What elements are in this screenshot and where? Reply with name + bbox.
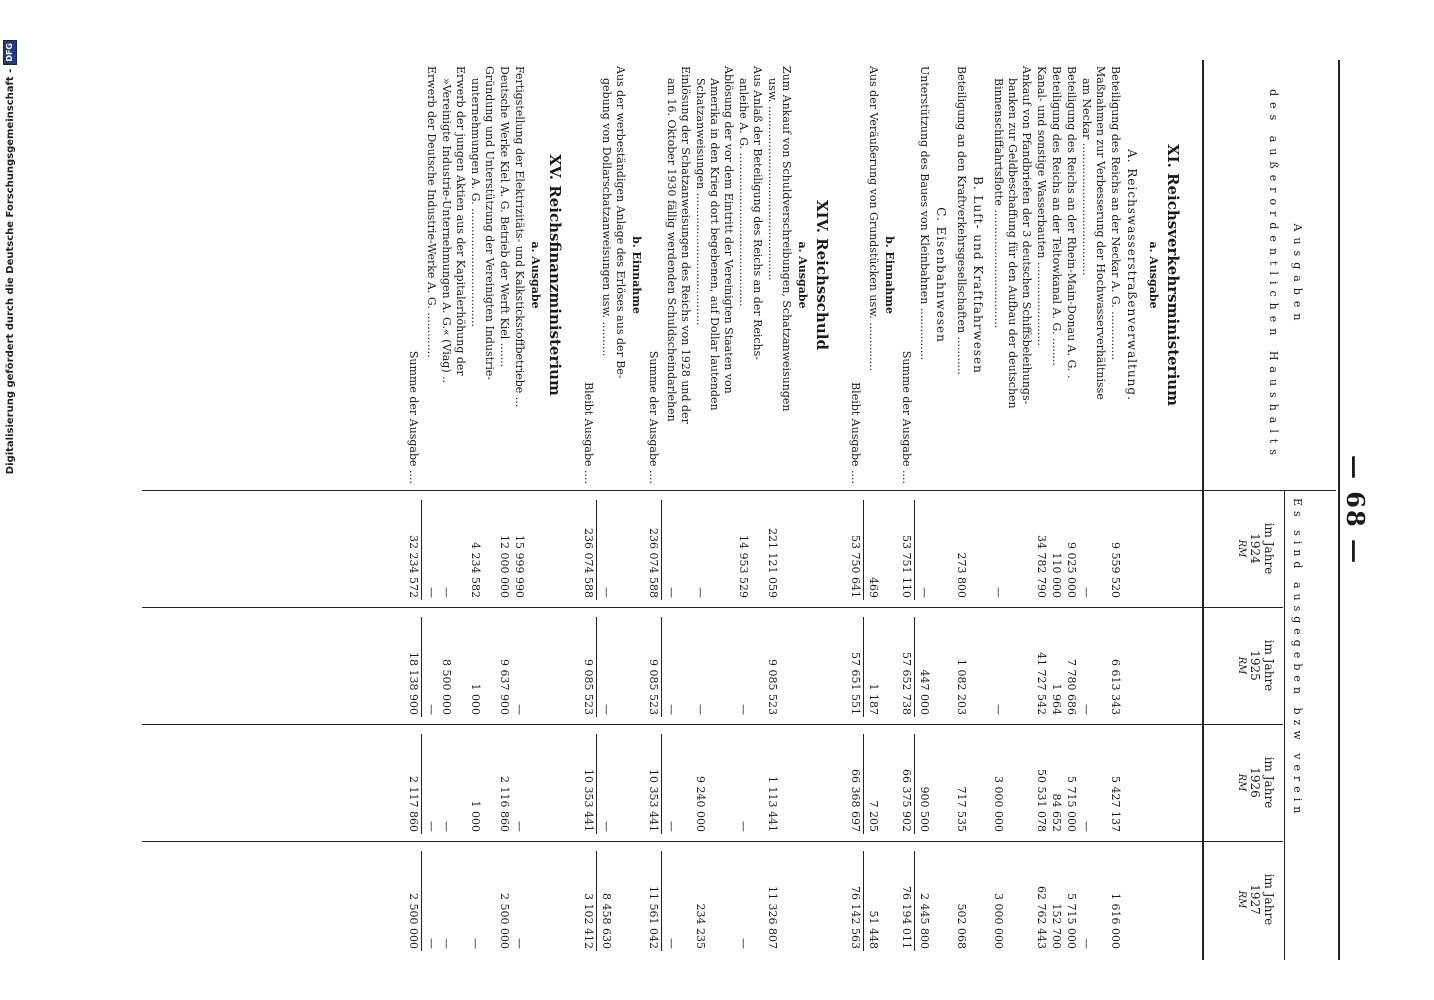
table-body bbox=[122, 60, 1202, 960]
table-row bbox=[1034, 60, 1048, 960]
amount-cell: — bbox=[513, 821, 526, 832]
total-rule bbox=[661, 734, 662, 834]
amount-cell: — bbox=[918, 587, 931, 598]
total-label: Summe der Ausgabe .... bbox=[900, 350, 913, 484]
table-row bbox=[581, 60, 595, 960]
amount-cell: — bbox=[1080, 821, 1093, 832]
table-row bbox=[497, 60, 511, 960]
row-description: b. Einnahme bbox=[630, 236, 643, 314]
amount-cell: — bbox=[425, 938, 438, 949]
table-row bbox=[1125, 60, 1139, 960]
amount-cell: 9 240 000 bbox=[694, 776, 707, 832]
table-row bbox=[406, 60, 420, 960]
total-rule bbox=[863, 851, 864, 951]
table-row bbox=[848, 60, 862, 960]
dfg-logo: DFG bbox=[3, 40, 17, 65]
total-rule bbox=[661, 851, 662, 951]
amount-cell: — bbox=[425, 704, 438, 715]
year-label: im Jahre bbox=[1262, 522, 1276, 575]
amount-cell: 717 535 bbox=[955, 786, 968, 832]
amount-cell: 9 085 523 bbox=[582, 659, 595, 715]
total-rule bbox=[914, 734, 915, 834]
row-description: b. Einnahme bbox=[883, 236, 896, 314]
amount-cell: 6 613 343 bbox=[1109, 659, 1122, 715]
section-title: XIV. Reichsschuld bbox=[813, 200, 831, 350]
table-row bbox=[779, 60, 793, 960]
row-description: Aus der werbeständigen Anlage des Erlöses aus der Be- bbox=[614, 66, 627, 379]
table-row bbox=[693, 60, 707, 960]
amount-cell: 11 561 042 bbox=[647, 886, 660, 949]
table-row bbox=[899, 60, 913, 960]
year-value: 1924 bbox=[1248, 533, 1262, 564]
amount-cell: 9 637 900 bbox=[498, 659, 511, 715]
year-header-1926 bbox=[1208, 724, 1282, 841]
row-description: Gründung und Unterstützung der Vereinigten Industrie- bbox=[483, 66, 496, 381]
amount-cell: — bbox=[1080, 587, 1093, 598]
total-rule bbox=[863, 500, 864, 600]
header-rule bbox=[1202, 60, 1204, 960]
year-label: im Jahre bbox=[1262, 639, 1276, 692]
table-row bbox=[882, 60, 896, 960]
row-description: A. Reichswasserstraßenverwaltung. bbox=[1125, 149, 1139, 401]
total-rule bbox=[914, 851, 915, 951]
row-description: a. Ausgabe bbox=[1147, 241, 1160, 309]
currency-unit: RM bbox=[1236, 539, 1247, 558]
section-title: XV. Reichsfinanzministerium bbox=[546, 154, 564, 396]
amount-cell: 236 074 588 bbox=[582, 528, 595, 598]
table-row bbox=[439, 60, 453, 960]
table-row bbox=[795, 60, 809, 960]
amount-cell: — bbox=[440, 938, 453, 949]
row-description: »Vereinigte Industrie-Unternehmungen A. G.« (Viag) .. bbox=[440, 78, 453, 384]
amount-cell: — bbox=[665, 704, 678, 715]
amount-cell: 110 000 bbox=[1050, 552, 1063, 598]
page-number: — 68 — bbox=[1341, 454, 1370, 566]
amount-cell: — bbox=[737, 821, 750, 832]
amount-cell: 11 326 807 bbox=[766, 886, 779, 949]
amount-cell: — bbox=[1080, 704, 1093, 715]
amount-cell: 34 782 790 bbox=[1035, 535, 1048, 598]
amount-cell: 447 000 bbox=[918, 669, 931, 715]
total-rule bbox=[661, 500, 662, 600]
total-rule bbox=[914, 500, 915, 600]
amount-cell: 5 715 000 bbox=[1065, 893, 1078, 949]
year-label: im Jahre bbox=[1262, 756, 1276, 809]
total-rule bbox=[596, 851, 597, 951]
total-rule bbox=[661, 617, 662, 717]
amount-cell: 502 068 bbox=[955, 903, 968, 949]
amount-cell: 53 750 641 bbox=[849, 535, 862, 598]
top-rule bbox=[1338, 60, 1340, 960]
amount-cell: — bbox=[665, 938, 678, 949]
total-rule bbox=[596, 500, 597, 600]
table-row bbox=[934, 60, 948, 960]
total-label: Summe der Ausgabe .... bbox=[407, 350, 420, 484]
amount-cell: 57 651 551 bbox=[849, 652, 862, 715]
table-row bbox=[1049, 60, 1063, 960]
total-label: Bleibt Ausgabe .... bbox=[849, 382, 862, 484]
amount-cell: — bbox=[440, 587, 453, 598]
amount-cell: 234 235 bbox=[694, 903, 707, 949]
amount-cell: 32 234 572 bbox=[407, 535, 420, 598]
amount-cell: 7 205 bbox=[867, 800, 880, 832]
amount-cell: — bbox=[665, 587, 678, 598]
amount-cell: 10 353 441 bbox=[582, 769, 595, 832]
row-description: anleihe A. G. ............................................ bbox=[737, 78, 750, 307]
row-description: unternehmungen A. G. .................................. bbox=[469, 78, 482, 327]
row-description: Fertigstellung der Elektrizitäts- und Kalkstickstoffbetriebe ... bbox=[513, 66, 526, 408]
table-row bbox=[1093, 60, 1107, 960]
description-header-line2: des außerordentlichen Haushalts bbox=[1267, 89, 1280, 461]
amount-cell: 62 762 443 bbox=[1035, 886, 1048, 949]
amount-cell: 9 085 523 bbox=[766, 659, 779, 715]
amount-cell: 5 427 137 bbox=[1109, 776, 1122, 832]
amount-cell: 7 780 686 bbox=[1065, 659, 1078, 715]
row-description: Binnenschiffahrtsflotte .................................. bbox=[992, 78, 1005, 329]
amount-cell: 3 102 412 bbox=[582, 893, 595, 949]
table-row bbox=[528, 60, 542, 960]
amount-cell: — bbox=[513, 704, 526, 715]
amount-cell: 50 531 078 bbox=[1035, 769, 1048, 832]
total-rule bbox=[421, 500, 422, 600]
row-description: Unterstützung des Baues von Kleinbahnen ............... bbox=[918, 66, 931, 361]
amount-cell: — bbox=[694, 587, 707, 598]
rotated-table-page bbox=[120, 60, 1370, 960]
row-description: Maßnahmen zur Verbesserung der Hochwasserverhältnisse bbox=[1094, 66, 1107, 400]
digitization-note bbox=[2, 40, 18, 995]
amount-cell: 9 085 523 bbox=[647, 659, 660, 715]
row-description: Ablösung der vor dem Eintritt der Vereinigten Staaten von bbox=[722, 66, 735, 394]
amount-cell: 1 000 bbox=[469, 800, 482, 832]
row-description: Kanal- und sonstige Wasserbauten ........................ bbox=[1035, 66, 1048, 346]
amount-cell: 221 121 059 bbox=[766, 528, 779, 598]
table-row bbox=[482, 60, 496, 960]
table-row bbox=[453, 60, 467, 960]
amount-cell: 2 445 800 bbox=[918, 893, 931, 949]
table-row bbox=[629, 60, 643, 960]
total-rule bbox=[863, 617, 864, 717]
row-description: am Neckar ...................................... bbox=[1080, 78, 1093, 276]
table-row bbox=[424, 60, 438, 960]
amount-cell: 1 113 441 bbox=[766, 776, 779, 832]
amount-cell: — bbox=[600, 821, 613, 832]
years-header bbox=[1204, 490, 1336, 960]
amount-cell: 12 000 000 bbox=[498, 535, 511, 598]
row-description: Erwerb der jungen Aktien aus der Kapitalerhöhung der bbox=[454, 66, 467, 376]
amount-cell: — bbox=[600, 704, 613, 715]
table-row bbox=[1079, 60, 1093, 960]
amount-cell: 66 375 902 bbox=[900, 769, 913, 832]
total-rule bbox=[421, 617, 422, 717]
table-row bbox=[1146, 60, 1160, 960]
table-row bbox=[991, 60, 1005, 960]
row-description: Beteiligung des Reichs an der Neckar A. G. .............. bbox=[1109, 66, 1122, 361]
row-description: Beteiligung des Reichs an der Teltowkanal A. G. ........ bbox=[1050, 66, 1063, 366]
years-span-label: Es sind ausgegeben bzw verein bbox=[1284, 490, 1336, 960]
row-description: C. Eisenbahnwesen bbox=[934, 207, 948, 343]
amount-cell: 1 082 203 bbox=[955, 659, 968, 715]
amount-cell: — bbox=[694, 704, 707, 715]
digitization-note-text: Digitalisierung gefördert durch die Deutsche Forschungsgemeinschaft - bbox=[4, 68, 16, 475]
amount-cell: — bbox=[1080, 938, 1093, 949]
amount-cell: — bbox=[425, 821, 438, 832]
table-row bbox=[468, 60, 482, 960]
row-description: Zum Ankauf von Schuldverschreibungen, Schatzanweisungen bbox=[780, 66, 793, 412]
amount-cell: 3 000 000 bbox=[992, 776, 1005, 832]
amount-cell: 4 234 582 bbox=[469, 542, 482, 598]
table-row bbox=[1019, 60, 1033, 960]
year-header-1924 bbox=[1208, 490, 1282, 607]
year-value: 1926 bbox=[1248, 767, 1262, 798]
table-row bbox=[971, 60, 985, 960]
table-row bbox=[811, 60, 833, 960]
amount-cell: 1 964 bbox=[1050, 683, 1063, 715]
table-row bbox=[1064, 60, 1078, 960]
amount-cell: — bbox=[665, 821, 678, 832]
row-description: am 16. Oktober 1930 fällig werdenden Schuldscheindarlehen bbox=[665, 78, 678, 422]
row-description: Amerika in den Krieg dort begebenen, auf Dollar lautenden bbox=[708, 78, 721, 411]
total-rule bbox=[596, 617, 597, 717]
row-description: a. Ausgabe bbox=[529, 241, 542, 309]
amount-cell: 18 138 900 bbox=[407, 652, 420, 715]
row-description: B. Luft- und Kraftfahrwesen bbox=[971, 176, 985, 374]
year-value: 1927 bbox=[1248, 884, 1262, 915]
row-description: Ankauf von Pfandbriefen der 3 deutschen Schiffsbeleihungs- bbox=[1020, 66, 1033, 405]
table-row bbox=[613, 60, 627, 960]
row-description: Einlösung der Schatzanweisungen des Reichs von 1928 und der bbox=[679, 66, 692, 424]
amount-cell: 3 000 000 bbox=[992, 893, 1005, 949]
row-description: Schatzanweisungen ...................................... bbox=[694, 78, 707, 326]
row-description: Deutsche Werke Kiel A. G. Betrieb der Werft Kiel ....... bbox=[498, 66, 511, 368]
currency-unit: RM bbox=[1236, 773, 1247, 792]
table-row bbox=[1005, 60, 1019, 960]
row-description: Beteiligung des Reichs an der Rhein-Main-Donau A. G. . bbox=[1065, 66, 1078, 379]
table-row bbox=[707, 60, 721, 960]
amount-cell: — bbox=[600, 587, 613, 598]
total-rule bbox=[863, 734, 864, 834]
amount-cell: — bbox=[992, 587, 1005, 598]
amount-cell: — bbox=[992, 704, 1005, 715]
amount-cell: — bbox=[425, 587, 438, 598]
table-row bbox=[1108, 60, 1122, 960]
table-row bbox=[721, 60, 735, 960]
description-header-line1: Ausgaben bbox=[1291, 223, 1304, 327]
table-row bbox=[954, 60, 968, 960]
amount-cell: — bbox=[737, 938, 750, 949]
table-row bbox=[512, 60, 526, 960]
table-row bbox=[1162, 60, 1184, 960]
amount-cell: 273 800 bbox=[955, 552, 968, 598]
amount-cell: 15 999 990 bbox=[513, 535, 526, 598]
amount-cell: 57 652 738 bbox=[900, 652, 913, 715]
row-description: Erwerb der Deutsche Industrie-Werke A. G. ............. bbox=[425, 66, 438, 358]
row-description: Aus Anlaß der Beteiligung des Reichs an der Reichs- bbox=[751, 66, 764, 361]
amount-cell: 84 652 bbox=[1050, 793, 1063, 832]
amount-cell: — bbox=[737, 704, 750, 715]
table-row bbox=[750, 60, 764, 960]
table-row bbox=[664, 60, 678, 960]
year-value: 1925 bbox=[1248, 650, 1262, 681]
description-header bbox=[1204, 60, 1336, 491]
amount-cell: 1 616 000 bbox=[1109, 893, 1122, 949]
table-row bbox=[544, 60, 566, 960]
amount-cell: 9 559 520 bbox=[1109, 542, 1122, 598]
table-row bbox=[765, 60, 779, 960]
row-description: Beteiligung an den Kraftverkehrsgesellschaften ........... bbox=[955, 66, 968, 376]
amount-cell: 76 194 011 bbox=[900, 886, 913, 949]
amount-cell: 1 000 bbox=[469, 683, 482, 715]
amount-cell: — bbox=[469, 938, 482, 949]
row-description: Aus der Veräußerung von Grundstücken usw. .............. bbox=[867, 66, 880, 372]
amount-cell: 2 500 000 bbox=[498, 893, 511, 949]
amount-cell: 1 187 bbox=[867, 683, 880, 715]
amount-cell: 152 700 bbox=[1050, 903, 1063, 949]
year-header-1927 bbox=[1208, 841, 1282, 958]
section-title: XI. Reichsverkehrsministerium bbox=[1164, 143, 1182, 407]
table-row bbox=[678, 60, 692, 960]
total-rule bbox=[596, 734, 597, 834]
table-row bbox=[646, 60, 660, 960]
row-description: gebung von Dollarschatzanweisungen usw. .......... bbox=[600, 78, 613, 357]
amount-cell: 900 500 bbox=[918, 786, 931, 832]
year-header-1925 bbox=[1208, 607, 1282, 724]
currency-unit: RM bbox=[1236, 890, 1247, 909]
amount-cell: 2 500 000 bbox=[407, 893, 420, 949]
amount-cell: 469 bbox=[867, 577, 880, 598]
amount-cell: 51 448 bbox=[867, 910, 880, 949]
row-description: banken zur Geldbeschaffung für den Aufbau der deutschen bbox=[1006, 78, 1019, 409]
amount-cell: 2 117 860 bbox=[407, 776, 420, 832]
amount-cell: 236 074 588 bbox=[647, 528, 660, 598]
row-description: a. Ausgabe bbox=[796, 241, 809, 309]
total-rule bbox=[914, 617, 915, 717]
amount-cell: 9 025 000 bbox=[1065, 542, 1078, 598]
amount-cell: 8 458 630 bbox=[600, 893, 613, 949]
amount-cell: 5 715 000 bbox=[1065, 776, 1078, 832]
amount-cell: 2 116 860 bbox=[498, 776, 511, 832]
amount-cell: — bbox=[440, 821, 453, 832]
table-row bbox=[599, 60, 613, 960]
currency-unit: RM bbox=[1236, 656, 1247, 675]
total-label: Summe der Ausgabe .... bbox=[647, 350, 660, 484]
row-description: usw. .................................................. bbox=[766, 78, 779, 281]
year-label: im Jahre bbox=[1262, 873, 1276, 926]
amount-cell: 14 953 529 bbox=[737, 535, 750, 598]
table-row bbox=[736, 60, 750, 960]
amount-cell: 53 751 110 bbox=[900, 535, 913, 598]
amount-cell: 41 727 542 bbox=[1035, 652, 1048, 715]
amount-cell: 10 353 441 bbox=[647, 769, 660, 832]
total-label: Bleibt Ausgabe .... bbox=[582, 382, 595, 484]
amount-cell: 76 142 563 bbox=[849, 886, 862, 949]
amount-cell: 66 368 697 bbox=[849, 769, 862, 832]
table-row bbox=[917, 60, 931, 960]
table-row bbox=[866, 60, 880, 960]
amount-cell: — bbox=[513, 938, 526, 949]
amount-cell: 8 500 000 bbox=[440, 659, 453, 715]
total-rule bbox=[421, 851, 422, 951]
total-rule bbox=[421, 734, 422, 834]
